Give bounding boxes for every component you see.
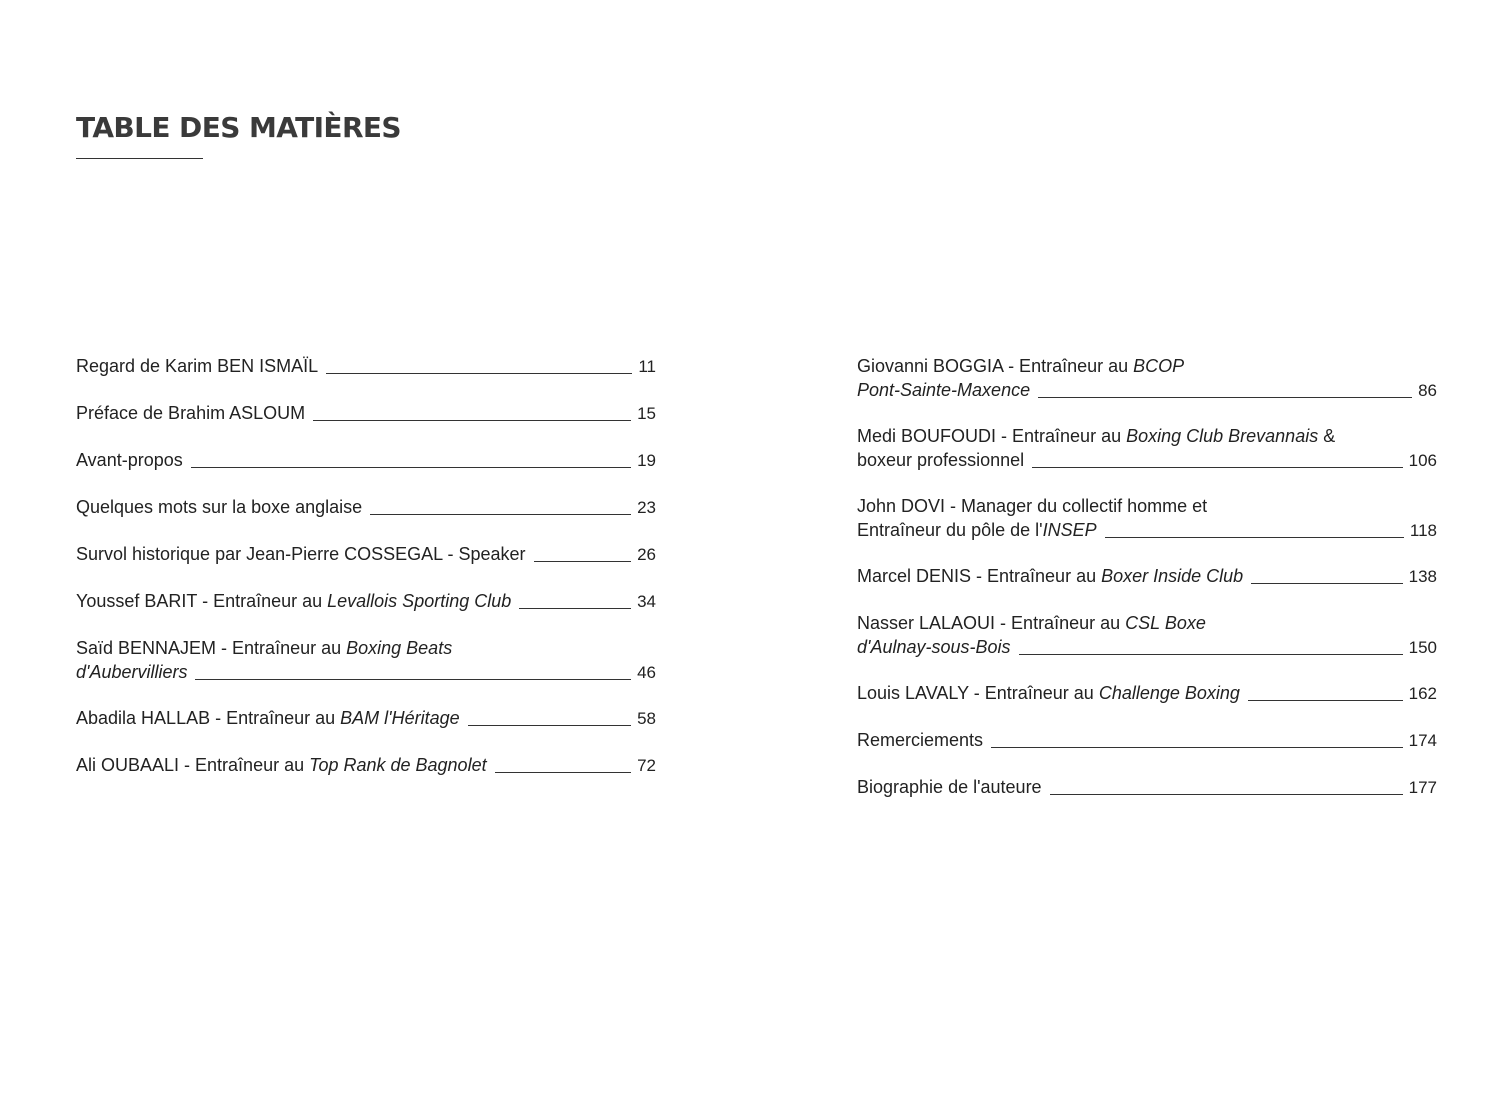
dot-leader (468, 725, 631, 726)
toc-entry-title: Quelques mots sur la boxe anglaise (76, 497, 363, 517)
toc-entry[interactable] (76, 354, 656, 401)
toc-entry-page: 34 (637, 592, 656, 611)
dot-leader (519, 608, 631, 609)
toc-entry-title: Biographie de l'auteure (857, 777, 1042, 797)
toc-entry[interactable] (857, 681, 1437, 728)
toc-entry-title: Avant-propos (76, 450, 183, 470)
toc-entry-title: Survol historique par Jean-Pierre COSSEGAL - Speaker (76, 544, 526, 564)
dot-leader (195, 679, 631, 680)
dot-leader (370, 514, 631, 515)
toc-entry-page: 26 (637, 545, 656, 564)
toc-entry[interactable] (857, 775, 1437, 822)
toc-entry-title: Abadila HALLAB - Entraîneur au BAM l'Héritage (76, 708, 460, 728)
toc-entry-title: Giovanni BOGGIA - Entraîneur au BCOP (857, 356, 1185, 376)
toc-entry-page: 150 (1408, 638, 1437, 657)
toc-entry-title: Remerciements (857, 730, 984, 750)
title-underline (76, 158, 203, 159)
toc-entry-page: 23 (637, 498, 656, 517)
toc-entry-page: 162 (1408, 684, 1437, 703)
page-title: TABLE DES MATIÈRES (76, 111, 401, 144)
dot-leader (1019, 654, 1403, 655)
toc-entry-page: 86 (1418, 381, 1437, 400)
toc-entry-page: 46 (637, 663, 656, 682)
dot-leader (1105, 537, 1404, 538)
dot-leader (991, 747, 1403, 748)
toc-entry-title-continued: Entraîneur du pôle de l'INSEP (857, 520, 1097, 540)
toc-entry-title: Regard de Karim BEN ISMAÏL (76, 356, 319, 376)
toc-entry-page: 11 (638, 357, 656, 376)
toc-entry-page: 174 (1408, 731, 1437, 750)
toc-entry-title: Nasser LALAOUI - Entraîneur au CSL Boxe (857, 613, 1206, 633)
club-name-continued: Pont-Sainte-Maxence (857, 380, 1031, 400)
toc-entry[interactable] (857, 728, 1437, 775)
club-name: BAM l'Héritage (340, 708, 460, 728)
club-name: Boxing Club Brevannais (1126, 426, 1319, 446)
dot-leader (534, 561, 632, 562)
toc-entry[interactable] (76, 753, 656, 800)
toc-entry-title: Marcel DENIS - Entraîneur au Boxer Inside Club (857, 566, 1244, 586)
dot-leader (1032, 467, 1403, 468)
toc-entry-page: 106 (1408, 451, 1437, 470)
toc-entry[interactable] (76, 448, 656, 495)
toc-entry[interactable] (76, 542, 656, 589)
toc-entry-page: 118 (1409, 521, 1437, 540)
toc-entry-title: Louis LAVALY - Entraîneur au Challenge Boxing (857, 683, 1240, 703)
toc-entry[interactable] (76, 495, 656, 542)
toc-entry-title: Préface de Brahim ASLOUM (76, 403, 306, 423)
dot-leader (313, 420, 631, 421)
club-name: Levallois Sporting Club (327, 591, 512, 611)
club-name: CSL Boxe (1125, 613, 1206, 633)
toc-column-left (76, 354, 656, 800)
toc-entry-page: 19 (637, 451, 656, 470)
toc-entry[interactable] (76, 589, 656, 636)
toc-entry[interactable] (857, 611, 1437, 681)
toc-entry-page: 58 (637, 709, 656, 728)
toc-entry-page: 177 (1408, 778, 1437, 797)
club-name: INSEP (1042, 520, 1097, 540)
toc-entry[interactable] (857, 354, 1437, 424)
dot-leader (1038, 397, 1412, 398)
dot-leader (1251, 583, 1402, 584)
dot-leader (1050, 794, 1403, 795)
toc-column-right (857, 354, 1437, 822)
club-name: BCOP (1133, 356, 1185, 376)
toc-entry-title: Youssef BARIT - Entraîneur au Levallois Sporting Club (76, 591, 512, 611)
dot-leader (326, 373, 632, 374)
club-name-continued: d'Aubervilliers (76, 662, 188, 682)
dot-leader (495, 772, 632, 773)
dot-leader (1248, 700, 1403, 701)
toc-entry[interactable] (76, 401, 656, 448)
toc-entry-title-continued: boxeur professionnel (857, 450, 1025, 470)
dot-leader (191, 467, 631, 468)
toc-entry-title: Medi BOUFOUDI - Entraîneur au Boxing Club Brevannais & (857, 426, 1336, 446)
toc-entry-title: Ali OUBAALI - Entraîneur au Top Rank de Bagnolet (76, 755, 487, 775)
club-name: Boxer Inside Club (1101, 566, 1244, 586)
toc-entry-page: 138 (1408, 567, 1437, 586)
club-name: Boxing Beats (346, 638, 453, 658)
toc-entry-page: 15 (637, 404, 656, 423)
club-name-continued: d'Aulnay-sous-Bois (857, 637, 1011, 657)
toc-entry[interactable] (76, 706, 656, 753)
toc-entry[interactable] (76, 636, 656, 706)
toc-entry[interactable] (857, 424, 1437, 494)
toc-entry[interactable] (857, 564, 1437, 611)
toc-entry-title: Saïd BENNAJEM - Entraîneur au Boxing Beats (76, 638, 453, 658)
club-name: Challenge Boxing (1098, 683, 1240, 703)
toc-entry-title: John DOVI - Manager du collectif homme et (857, 496, 1208, 516)
toc-entry-page: 72 (637, 756, 656, 775)
toc-entry[interactable] (857, 494, 1437, 564)
club-name: Top Rank de Bagnolet (309, 755, 487, 775)
